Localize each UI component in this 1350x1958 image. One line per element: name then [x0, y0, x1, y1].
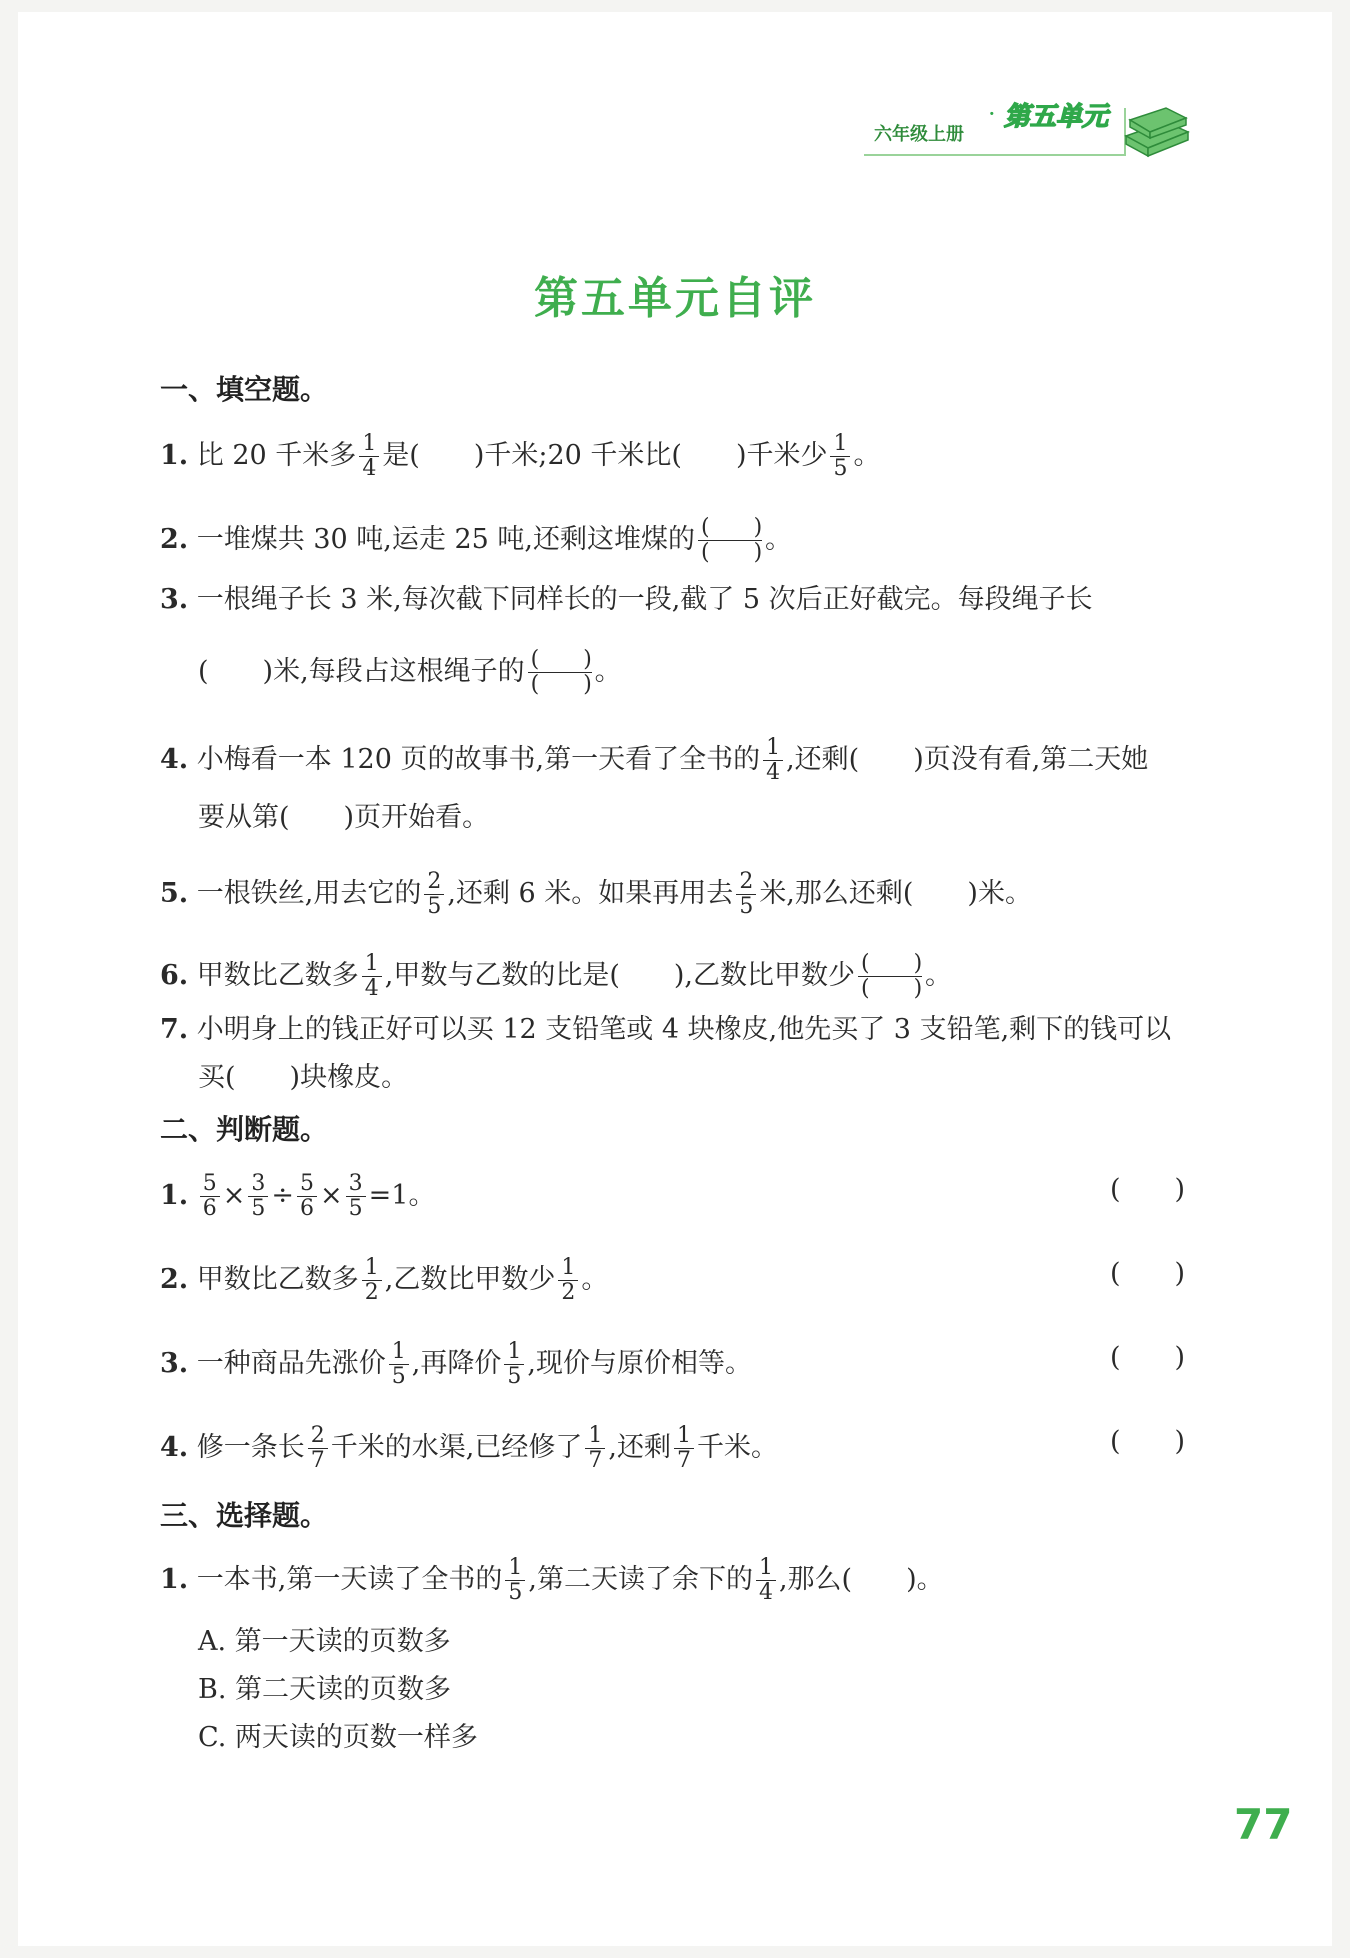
fraction: $\frac{1}{5}$: [504, 1340, 524, 1389]
judge-q3: 3. 一种商品先涨价 $\frac{1}{5}$ ,再降价 $\frac{1}{5}$ ,现价与原价相等。: [160, 1339, 752, 1389]
fraction: $\frac{5}{6}$: [200, 1172, 220, 1221]
fraction: $\frac{3}{5}$: [346, 1172, 366, 1221]
fill-q4-line1: 4. 小梅看一本 120 页的故事书,第一天看了全书的 $\frac{1}{4}$ ,还剩( )页没有看,第二天她: [160, 735, 1149, 785]
fraction: $\frac{2}{5}$: [424, 870, 444, 919]
fraction: $\frac{1}{7}$: [585, 1424, 605, 1473]
judge-q4: 4. 修一条长 $\frac{2}{7}$ 千米的水渠,已经修了 $\frac{1}{7}$ ,还剩 $\frac{1}{7}$ 千米。: [160, 1423, 778, 1473]
choice-option-c[interactable]: C. 两天读的页数一样多: [198, 1722, 478, 1753]
blank-fraction: $\frac{( )}{( )}$: [858, 952, 922, 1001]
fraction: $\frac{1}{4}$: [756, 1556, 776, 1605]
fill-q4-line2: 要从第( )页开始看。: [198, 802, 490, 833]
fill-q1: 1. 比 20 千米多 $\frac{1}{4}$ 是( )千米;20 千米比( )千米少 $\frac{1}{5}$ 。: [160, 431, 881, 481]
fill-q7-line1: 7. 小明身上的钱正好可以买 12 支铅笔或 4 块橡皮,他先买了 3 支铅笔,剩下的钱可以: [160, 1014, 1172, 1045]
fraction: $\frac{1}{5}$: [389, 1340, 409, 1389]
blank-fraction: $\frac{( )}{( )}$: [698, 516, 762, 565]
judge-q1: 1. $\frac{5}{6}$ × $\frac{3}{5}$ ÷ $\frac{5}{6}$ × $\frac{3}{5}$ =1。: [160, 1171, 436, 1221]
header-unit: 第五单元: [1004, 102, 1109, 132]
header-dot: ·: [988, 100, 996, 128]
fill-q3-line1: 3. 一根绳子长 3 米,每次截下同样长的一段,截了 5 次后正好截完。每段绳子长: [160, 584, 1093, 615]
judge-answer-box-2[interactable]: ( ): [1110, 1258, 1186, 1289]
fraction: $\frac{2}{5}$: [736, 870, 756, 919]
fraction: $\frac{1}{5}$: [505, 1556, 525, 1605]
page-number: 77: [1234, 1800, 1293, 1849]
choice-option-b[interactable]: B. 第二天读的页数多: [198, 1674, 452, 1705]
page-title: 第五单元自评: [534, 273, 816, 324]
choice-option-a[interactable]: A. 第一天读的页数多: [198, 1626, 451, 1657]
judge-q2: 2. 甲数比乙数多 $\frac{1}{2}$ ,乙数比甲数少 $\frac{1}{2}$ 。: [160, 1255, 609, 1305]
fraction: $\frac{1}{2}$: [362, 1256, 382, 1305]
fill-q5: 5. 一根铁丝,用去它的 $\frac{2}{5}$ ,还剩 6 米。如果再用去 $\frac{2}{5}$ 米,那么还剩( )米。: [160, 869, 1032, 919]
fraction: $\frac{1}{4}$: [359, 432, 379, 481]
fill-q3-line2: ( )米,每段占这根绳子的 $\frac{( )}{( )}$ 。: [198, 647, 622, 697]
fill-q2: 2. 一堆煤共 30 吨,运走 25 吨,还剩这堆煤的 $\frac{( )}{( )}$ 。: [160, 515, 792, 565]
fraction: $\frac{5}{6}$: [297, 1172, 317, 1221]
section-heading-choice: 三、选择题。: [160, 1499, 329, 1532]
blank-fraction: $\frac{( )}{( )}$: [528, 648, 592, 697]
section-heading-fill: 一、填空题。: [160, 373, 329, 406]
fraction: $\frac{1}{2}$: [558, 1256, 578, 1305]
judge-answer-box-3[interactable]: ( ): [1110, 1342, 1186, 1373]
fill-q7-line2: 买( )块橡皮。: [198, 1062, 409, 1093]
fraction: $\frac{1}{4}$: [763, 736, 783, 785]
fill-q6: 6. 甲数比乙数多 $\frac{1}{4}$ ,甲数与乙数的比是( ),乙数比甲数少 $\frac{( )}{( )}$ 。: [160, 951, 953, 1001]
header-grade: 六年级上册: [874, 124, 964, 145]
books-icon: [1120, 92, 1192, 162]
fraction: $\frac{1}{5}$: [830, 432, 850, 481]
fraction: $\frac{2}{7}$: [308, 1424, 328, 1473]
choice-q1: 1. 一本书,第一天读了全书的 $\frac{1}{5}$ ,第二天读了余下的 $\frac{1}{4}$ ,那么( )。: [160, 1555, 944, 1605]
fraction: $\frac{1}{4}$: [362, 952, 382, 1001]
judge-answer-box-4[interactable]: ( ): [1110, 1426, 1186, 1457]
fraction: $\frac{3}{5}$: [248, 1172, 268, 1221]
judge-answer-box-1[interactable]: ( ): [1110, 1174, 1186, 1205]
section-heading-judge: 二、判断题。: [160, 1113, 329, 1146]
fraction: $\frac{1}{7}$: [674, 1424, 694, 1473]
